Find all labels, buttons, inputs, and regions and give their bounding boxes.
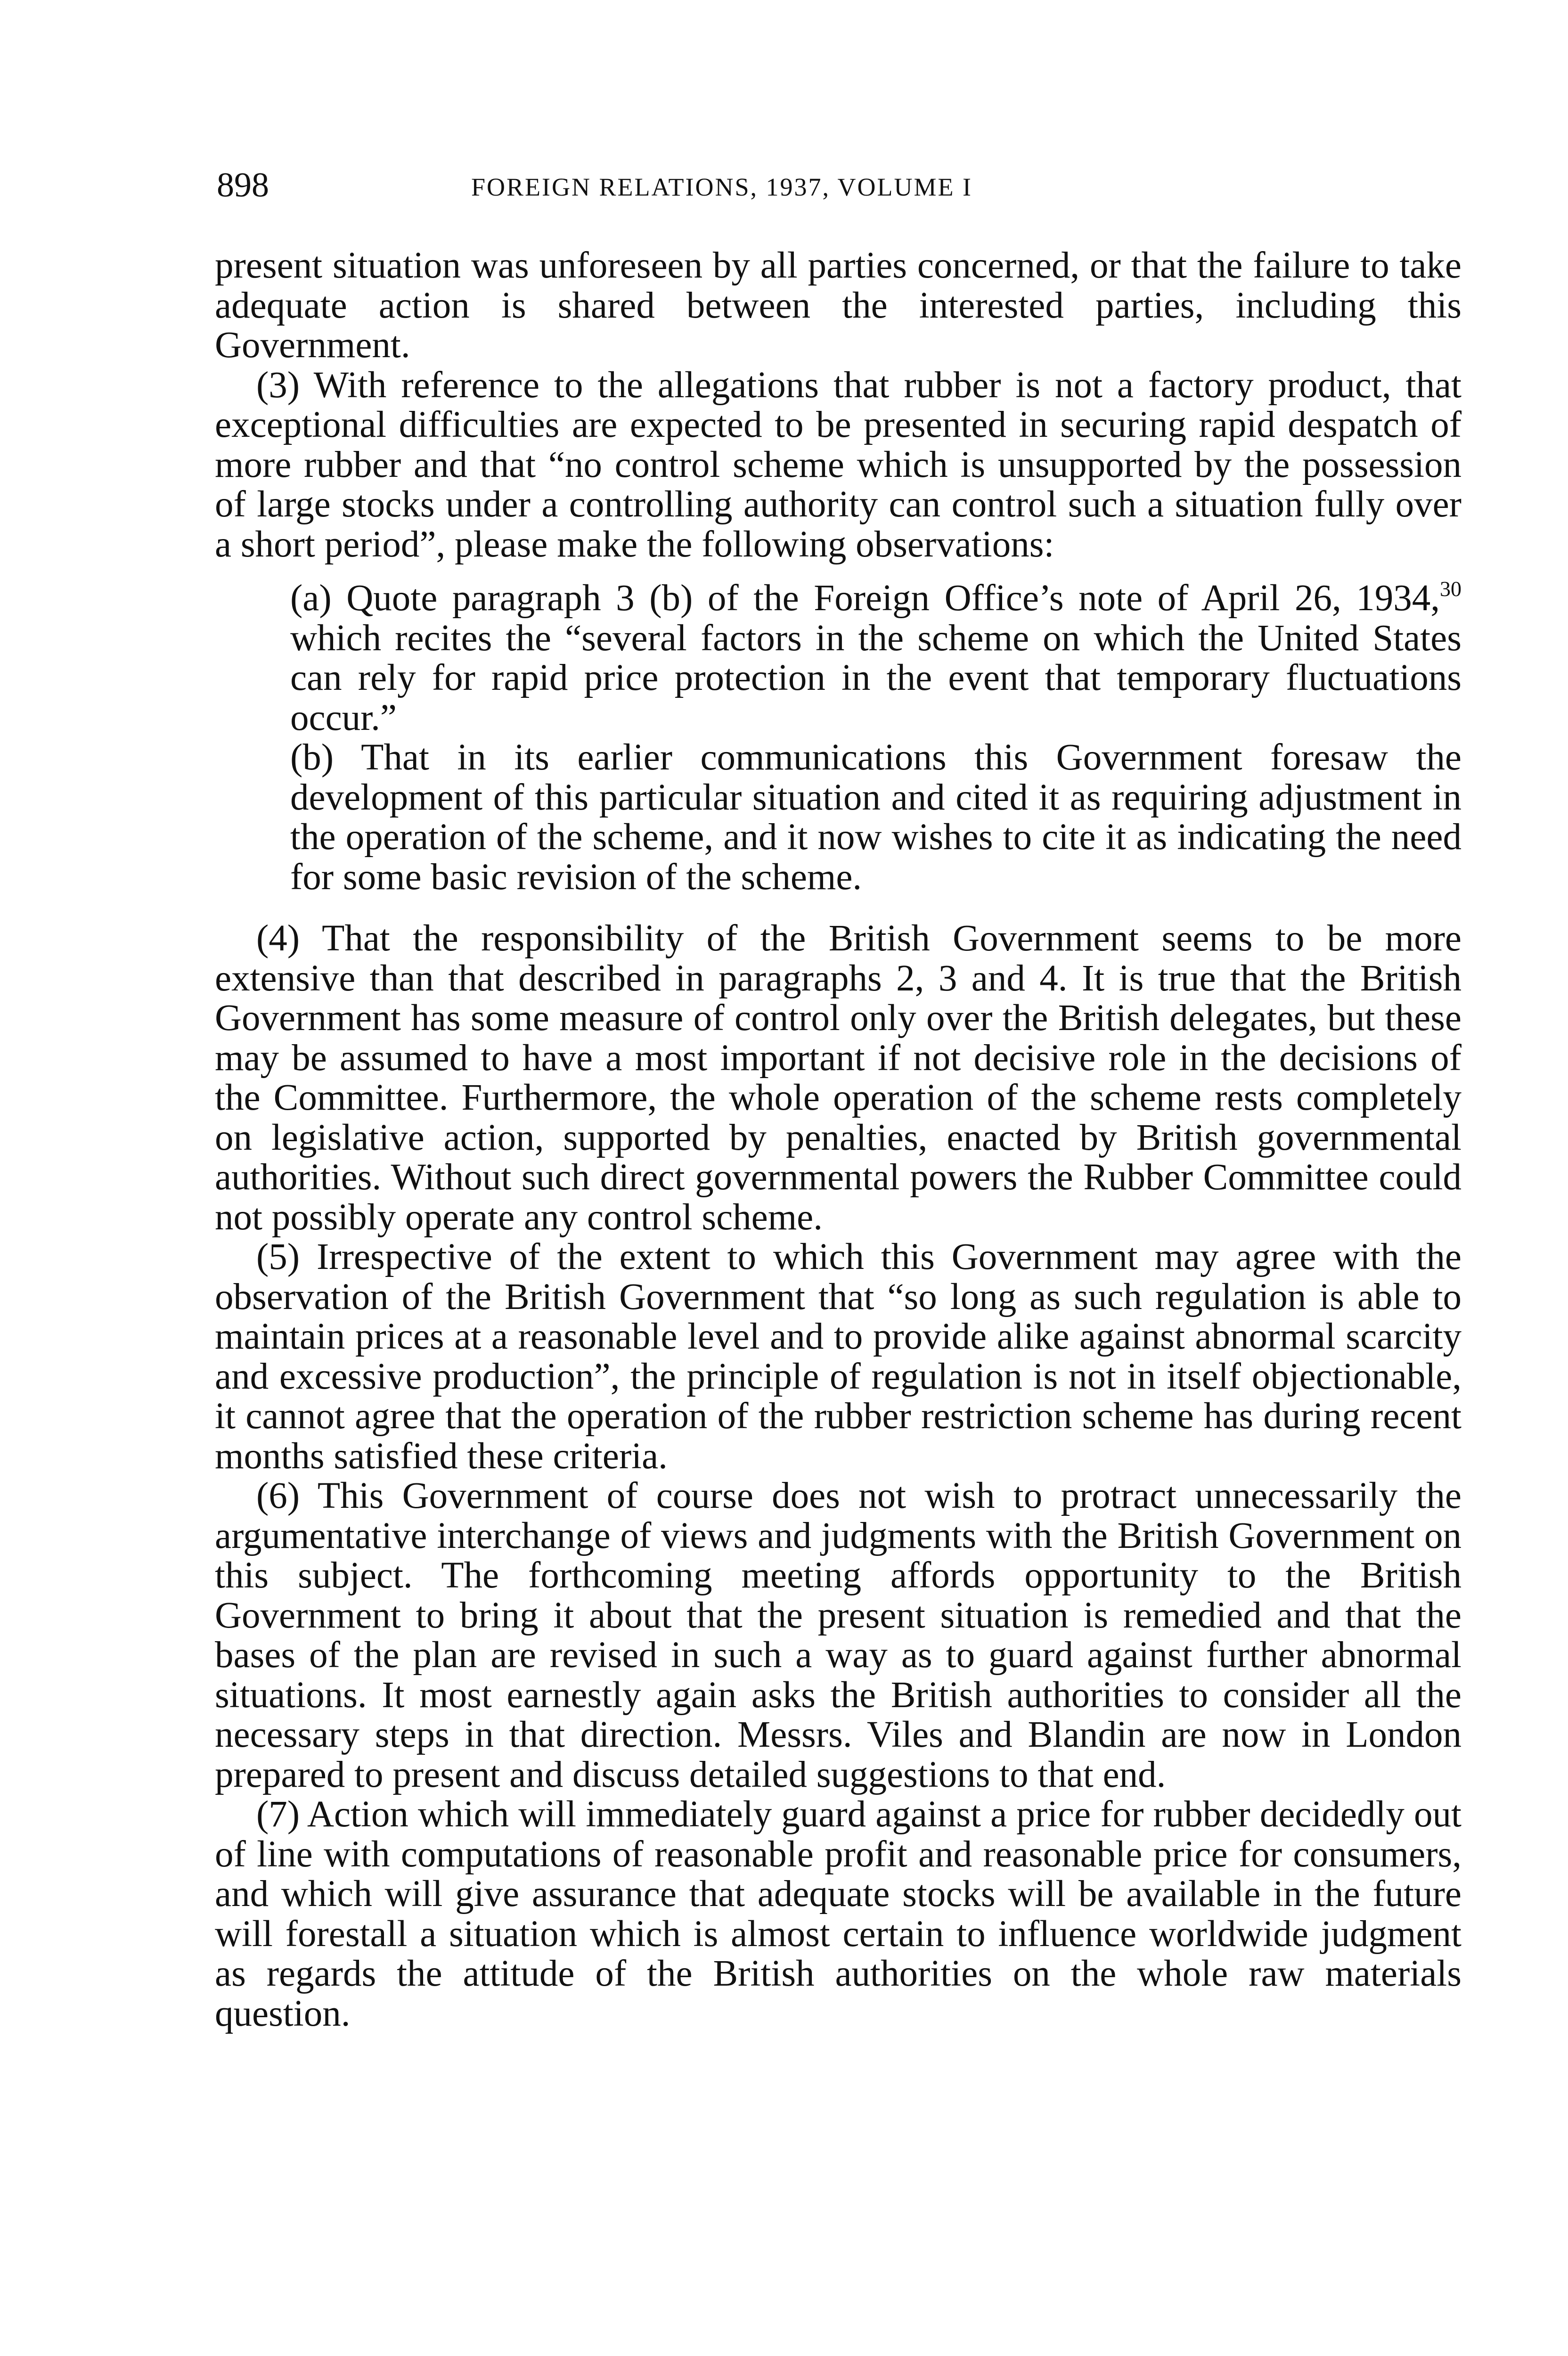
- paragraph-6: (6) This Government of course does not wish to protract unnecessarily the argumentative interchange of views and judgments with the British Government on this subject. The forthcoming meeting affords opportunity to the British Government to bring it about that the present situation is remedied and that the bases of the plan are revised in such a way as to guard against further abnormal situations. It most earnestly again asks the British authorities to consider all the necessary steps in that direction. Messrs. Viles and Blandin are now in London prepared to present and discuss detailed suggestions to that end.: [215, 1475, 1462, 1795]
- paragraph-3: (3) With reference to the allegations that rubber is not a factory product, that exceptional difficulties are expected to be presented in securing rapid despatch of more rubber and that “no control scheme which is unsupported by the possession of large stocks under a controlling authority can control such a situation fully over a short period”, please make the following observations:: [215, 364, 1462, 565]
- paragraph-3a-text: (a) Quote paragraph 3 (b) of the Foreign Office’s note of April 26, 1934,: [290, 578, 1440, 619]
- footnote-reference: 30: [1440, 577, 1462, 601]
- page-number: 898: [217, 166, 269, 205]
- paragraph-7: (7) Action which will immediately guard against a price for rubber decidedly out of line with computations of reasonable profit and reasonable price for consumers, and which will give assurance that adequate stocks will be available in the future will forestall a situation which is almost certain to influence worldwide judgment as regards the attitude of the British authorities on the whole raw materials question.: [215, 1794, 1462, 2034]
- paragraph-3a-text-cont: which recites the “several factors in the scheme on which the United States can rely for rapid price protection in the event that temporary fluctuations occur.”: [290, 617, 1462, 738]
- paragraph-4: (4) That the responsibility of the British Government seems to be more extensive than that described in paragraphs 2, 3 and 4. It is true that the British Government has some measure of control only over the British delegates, but these may be assumed to have a most important if not decisive role in the decisions of the Committee. Furthermore, the whole operation of the scheme rests completely on legislative action, supported by penalties, enacted by British governmental authorities. Without such direct governmental powers the Rubber Committee could not possibly operate any control scheme.: [215, 918, 1462, 1238]
- page-header: [217, 164, 1470, 206]
- paragraph-5: (5) Irrespective of the extent to which this Government may agree with the observation of the British Government that “so long as such regulation is able to maintain prices at a reasonable level and to provide alike against abnormal scarcity and excessive production”, the principle of regulation is not in itself objectionable, it cannot agree that the operation of the rubber restriction scheme has during recent months satisfied these criteria.: [215, 1236, 1462, 1477]
- paragraph-3b: (b) That in its earlier communications this Government foresaw the development of this particular situation and cited it as requiring adjustment in the operation of the scheme, and it now wishes to cite it as indicating the need for some basic revision of the scheme.: [290, 737, 1462, 898]
- body-text: [215, 246, 1462, 2034]
- paragraph-3a: [290, 579, 1462, 738]
- paragraph-intro: present situation was unforeseen by all parties concerned, or that the failure to take adequate action is shared between the interested parties, including this Government.: [215, 245, 1462, 366]
- running-head: FOREIGN RELATIONS, 1937, VOLUME I: [471, 173, 972, 201]
